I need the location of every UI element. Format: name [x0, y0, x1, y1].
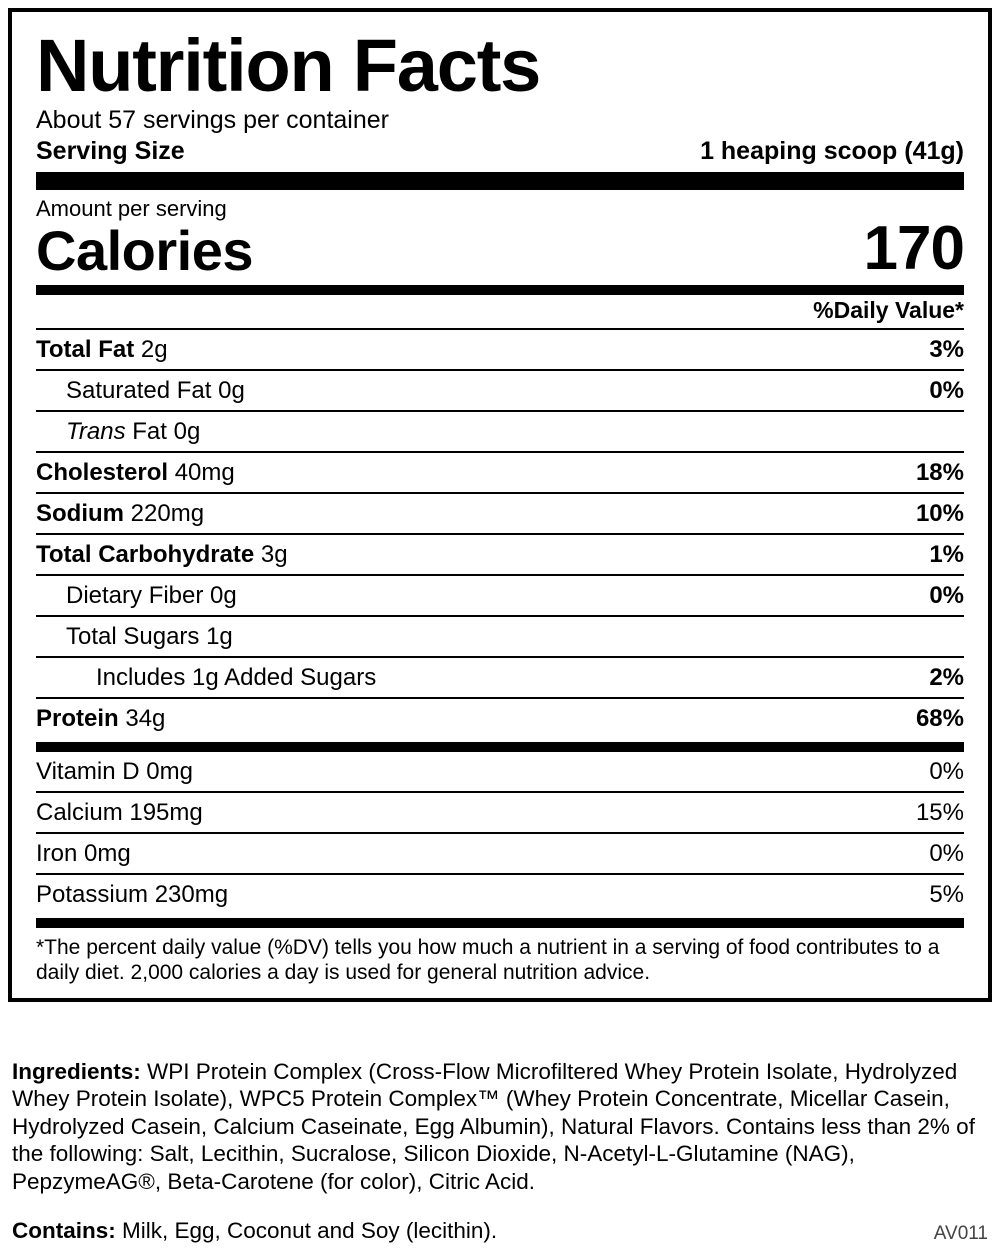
vitamin-list [36, 752, 964, 914]
vitamin-dv: 15% [915, 799, 964, 827]
vitamin-dv: 5% [929, 881, 964, 909]
vitamin-name: Iron 0mg [36, 840, 131, 868]
table-row [36, 533, 964, 574]
nutrient-dv: 0% [929, 377, 964, 405]
table-row [36, 451, 964, 492]
nutrient-dv: 1% [929, 541, 964, 569]
nutrient-dv: 2% [929, 664, 964, 692]
nutrient-name: Saturated Fat [66, 377, 212, 405]
nutrient-amount: 3g [260, 541, 288, 569]
nutrition-facts-panel [8, 8, 992, 1002]
ingredients-text: WPI Protein Complex (Cross-Flow Microfiltered Whey Protein Isolate, Hydrolyzed Whey Protein Isolate), WPC5 Protein Complex™ (Whey Protein Concentrate, Micellar Casein, Hydrolyzed Casein, Calcium Caseinate, Egg Albumin), Natural Flavors. Contains less than 2% of the following: Salt, Lecithin, Sucralose, Silicon Dioxide, N-Acetyl-L-Glutamine (NAG), PepzymeAG®, Beta-Carotene (for color), Citric Acid. [12, 1059, 975, 1194]
nutrient-amount: 0g [218, 377, 245, 405]
servings-per-container: About 57 servings per container [36, 106, 389, 135]
nutrient-name: Total Sugars [66, 623, 200, 651]
nutrient-amount: 1g [206, 623, 233, 651]
table-row [36, 328, 964, 369]
nutrient-name: Includes 1g Added Sugars [96, 664, 377, 692]
serving-size-value: 1 heaping scoop (41g) [700, 137, 964, 166]
nutrient-dv: 68% [915, 705, 964, 733]
ingredients-label: Ingredients: [12, 1059, 141, 1084]
table-row [36, 574, 964, 615]
vitamin-name: Potassium 230mg [36, 881, 229, 909]
nutrient-amount: 2g [140, 336, 168, 364]
table-row [36, 492, 964, 533]
nutrient-name: Total Carbohydrate [36, 541, 255, 569]
contains-paragraph [12, 1217, 497, 1244]
divider-thick-top [36, 172, 964, 190]
vitamin-name: Calcium 195mg [36, 799, 203, 827]
product-code: AV011 [933, 1222, 988, 1244]
page-title: Nutrition Facts [36, 24, 541, 107]
table-row [36, 873, 964, 914]
table-row [36, 752, 964, 791]
contains-row [12, 1217, 988, 1244]
nutrient-name: Dietary Fiber [66, 582, 204, 610]
serving-size-label: Serving Size [36, 137, 185, 166]
divider-medium-footnote [36, 918, 964, 928]
vitamin-dv: 0% [929, 758, 964, 786]
contains-text: Milk, Egg, Coconut and Soy (lecithin). [115, 1218, 498, 1244]
nutrient-amount: 40mg [174, 459, 235, 487]
table-row [36, 410, 964, 451]
vitamin-name: Vitamin D 0mg [36, 758, 193, 786]
contains-label: Contains: [12, 1218, 116, 1244]
daily-value-footnote: *The percent daily value (%DV) tells you how much a nutrient in a serving of food contributes to a daily diet. 2,000 calories a day is used for general nutrition advice. [36, 936, 940, 984]
table-row [36, 832, 964, 873]
nutrient-dv: 0% [929, 582, 964, 610]
calories-label: Calories [36, 219, 253, 283]
calories-value: 170 [863, 214, 964, 284]
nutrient-amount: 0g [210, 582, 237, 610]
nutrient-list [36, 328, 964, 738]
nutrient-dv: 10% [915, 500, 964, 528]
table-row [36, 615, 964, 656]
table-row [36, 791, 964, 832]
divider-medium-calories [36, 285, 964, 295]
amount-per-serving-label: Amount per serving [36, 196, 227, 222]
nutrient-name: Protein [36, 705, 119, 733]
nutrient-name: Cholesterol [36, 459, 169, 487]
table-row [36, 369, 964, 410]
nutrient-dv: 3% [929, 336, 964, 364]
divider-medium-vitamins [36, 742, 964, 752]
vitamin-dv: 0% [929, 840, 964, 868]
serving-size-row [36, 137, 964, 166]
ingredients-block [8, 1058, 992, 1245]
nutrient-name: Sodium [36, 500, 124, 528]
nutrient-name: Trans [66, 418, 126, 446]
calories-row [36, 214, 964, 284]
nutrient-amount: 34g [125, 705, 166, 733]
table-row [36, 697, 964, 738]
nutrient-dv: 18% [915, 459, 964, 487]
nutrient-amount: Fat 0g [132, 418, 201, 446]
nutrient-amount: 220mg [130, 500, 205, 528]
ingredients-paragraph [12, 1058, 988, 1195]
daily-value-header: %Daily Value* [813, 297, 964, 324]
table-row [36, 656, 964, 697]
nutrient-name: Total Fat [36, 336, 135, 364]
